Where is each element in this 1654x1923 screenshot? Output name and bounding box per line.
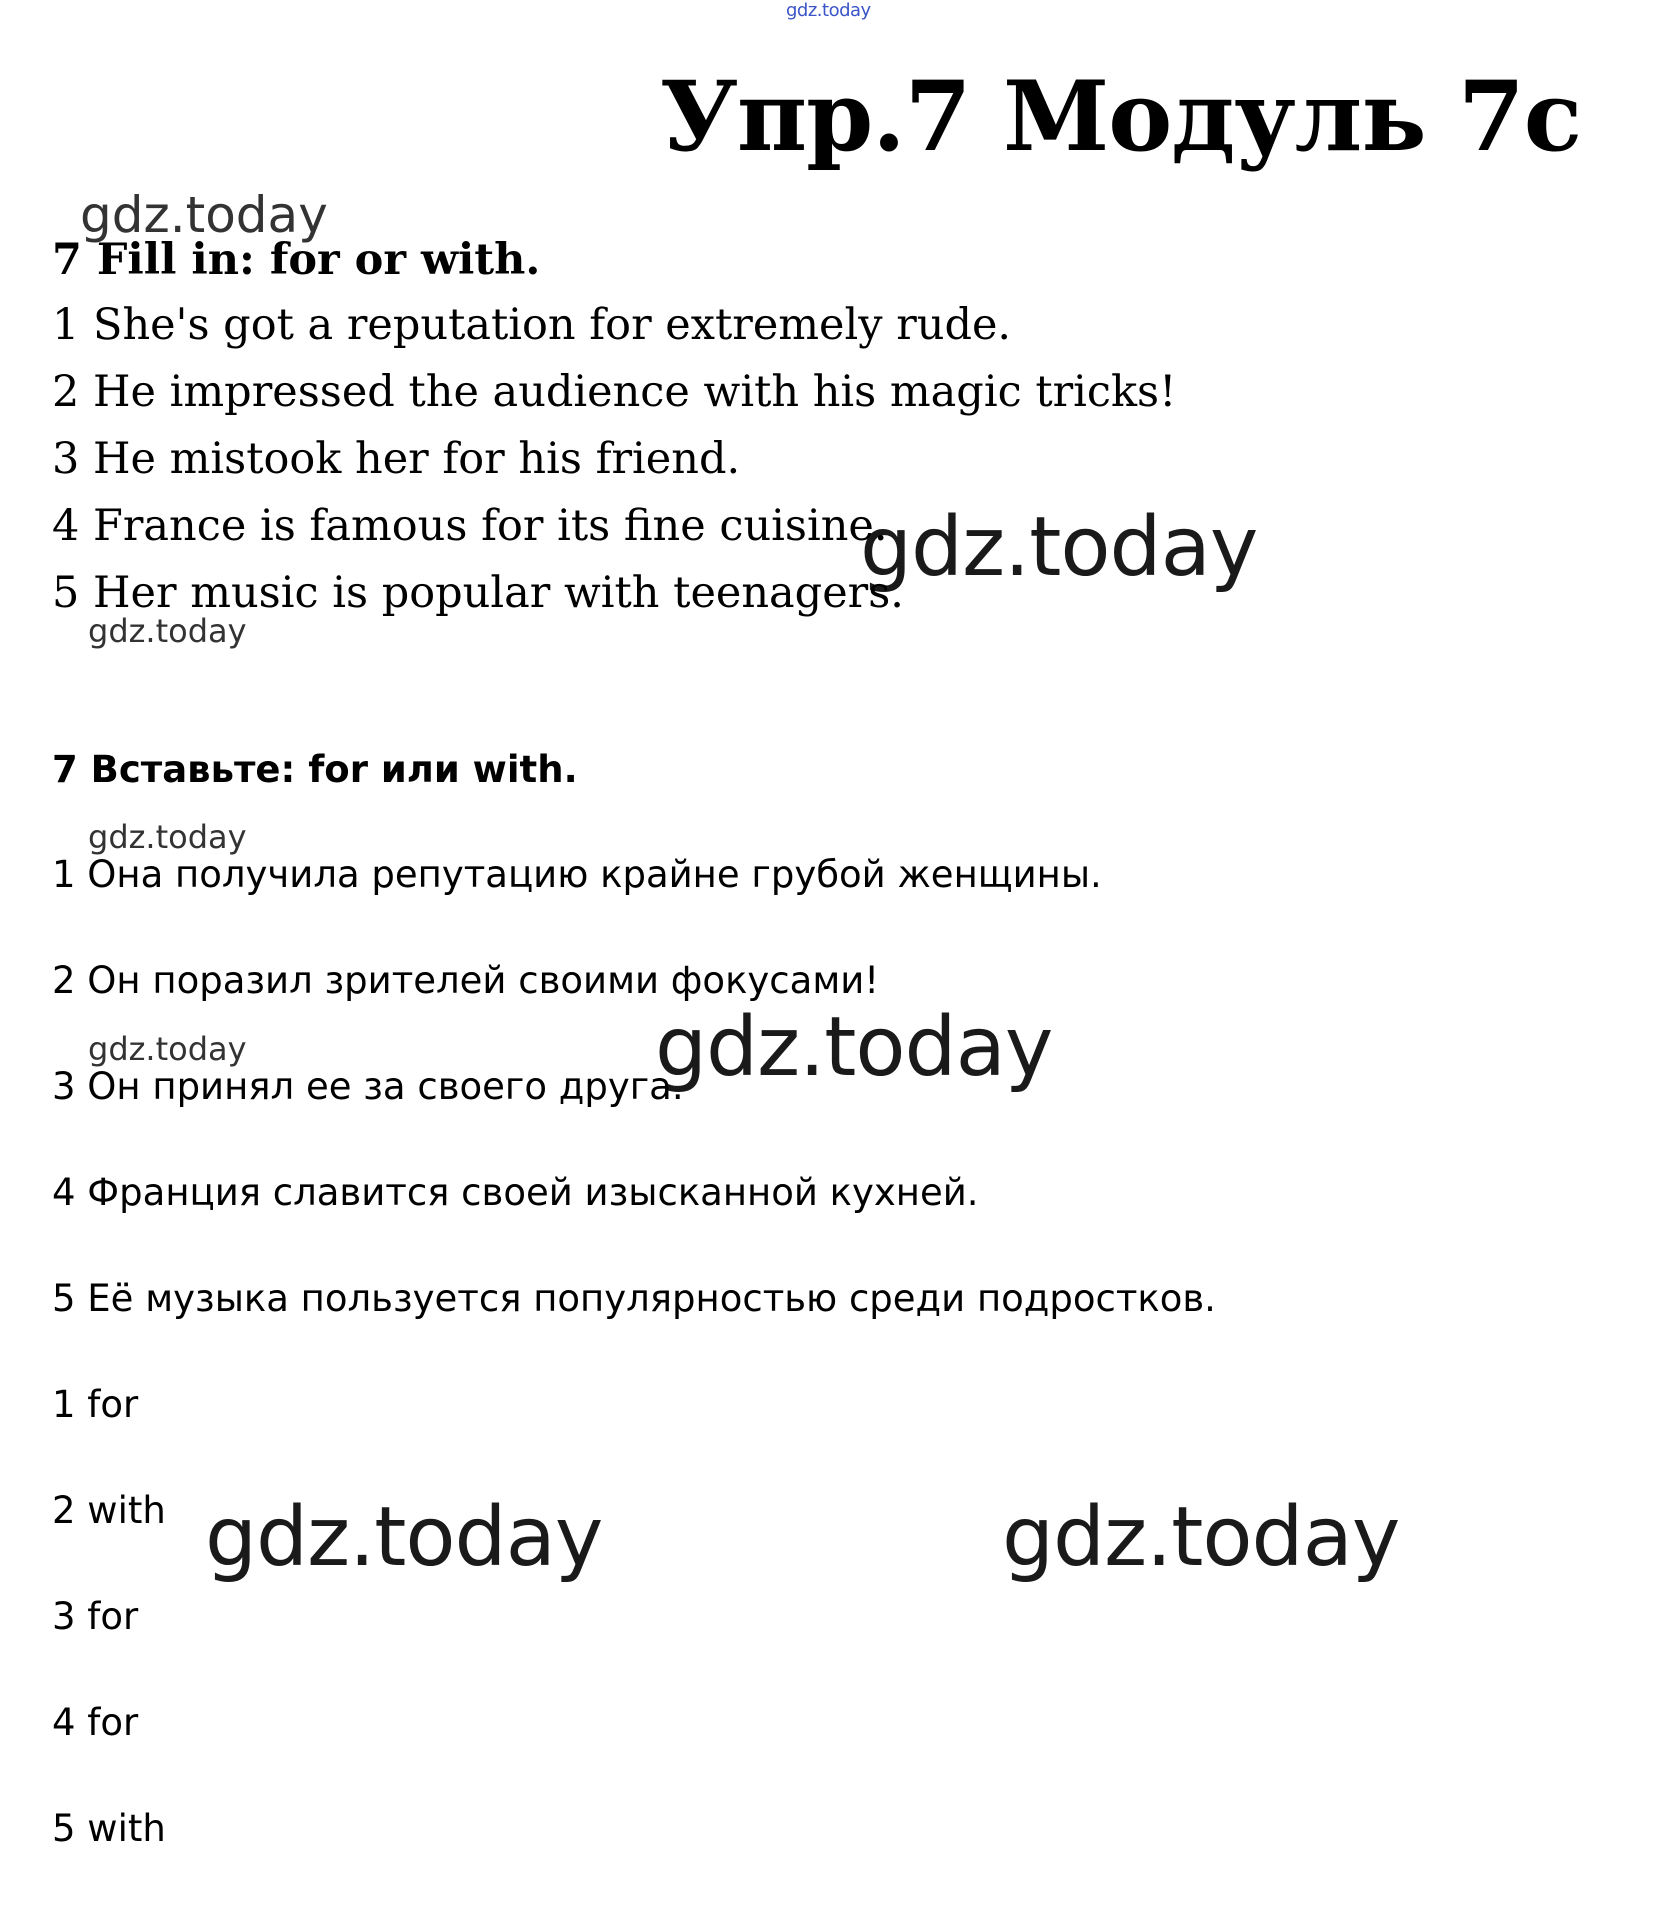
exercise-heading-ru: 7 Вставьте: for или with. [52,748,578,791]
answer-item: 4 for [52,1701,139,1744]
watermark: gdz.today [860,500,1258,595]
translation-item-ru: 5 Её музыка пользуется популярностью среди подростков. [52,1277,1216,1320]
watermark: gdz.today [1002,1490,1400,1585]
translation-item-ru: 3 Он принял ее за своего друга. [52,1065,684,1108]
watermark: gdz.today [655,1000,1053,1095]
page-title: Упр.7 Модуль 7с [660,60,1582,173]
exercise-item-en: 5 Her music is popular with teenagers. [52,568,904,618]
exercise-item-en: 2 He impressed the audience with his magic tricks! [52,367,1177,417]
answer-item: 3 for [52,1595,139,1638]
watermark: gdz.today [205,1490,603,1585]
answer-item: 1 for [52,1383,139,1426]
exercise-heading-en: 7 Fill in: for or with. [52,235,541,285]
exercise-item-en: 3 He mistook her for his friend. [52,434,741,484]
translation-item-ru: 1 Она получила репутацию крайне грубой женщины. [52,853,1102,896]
watermark: gdz.today [88,612,247,650]
watermark: gdz.today [88,818,247,856]
exercise-item-en: 4 France is famous for its fine cuisine. [52,501,888,551]
watermark: gdz.today [88,1030,247,1068]
translation-item-ru: 2 Он поразил зрителей своими фокусами! [52,959,880,1002]
watermark-top: gdz.today [786,0,871,21]
translation-item-ru: 4 Франция славится своей изысканной кухней. [52,1171,979,1214]
watermark: gdz.today [80,186,328,244]
answer-item: 5 with [52,1807,166,1850]
exercise-item-en: 1 She's got a reputation for extremely rude. [52,300,1012,350]
answer-item: 2 with [52,1489,166,1532]
